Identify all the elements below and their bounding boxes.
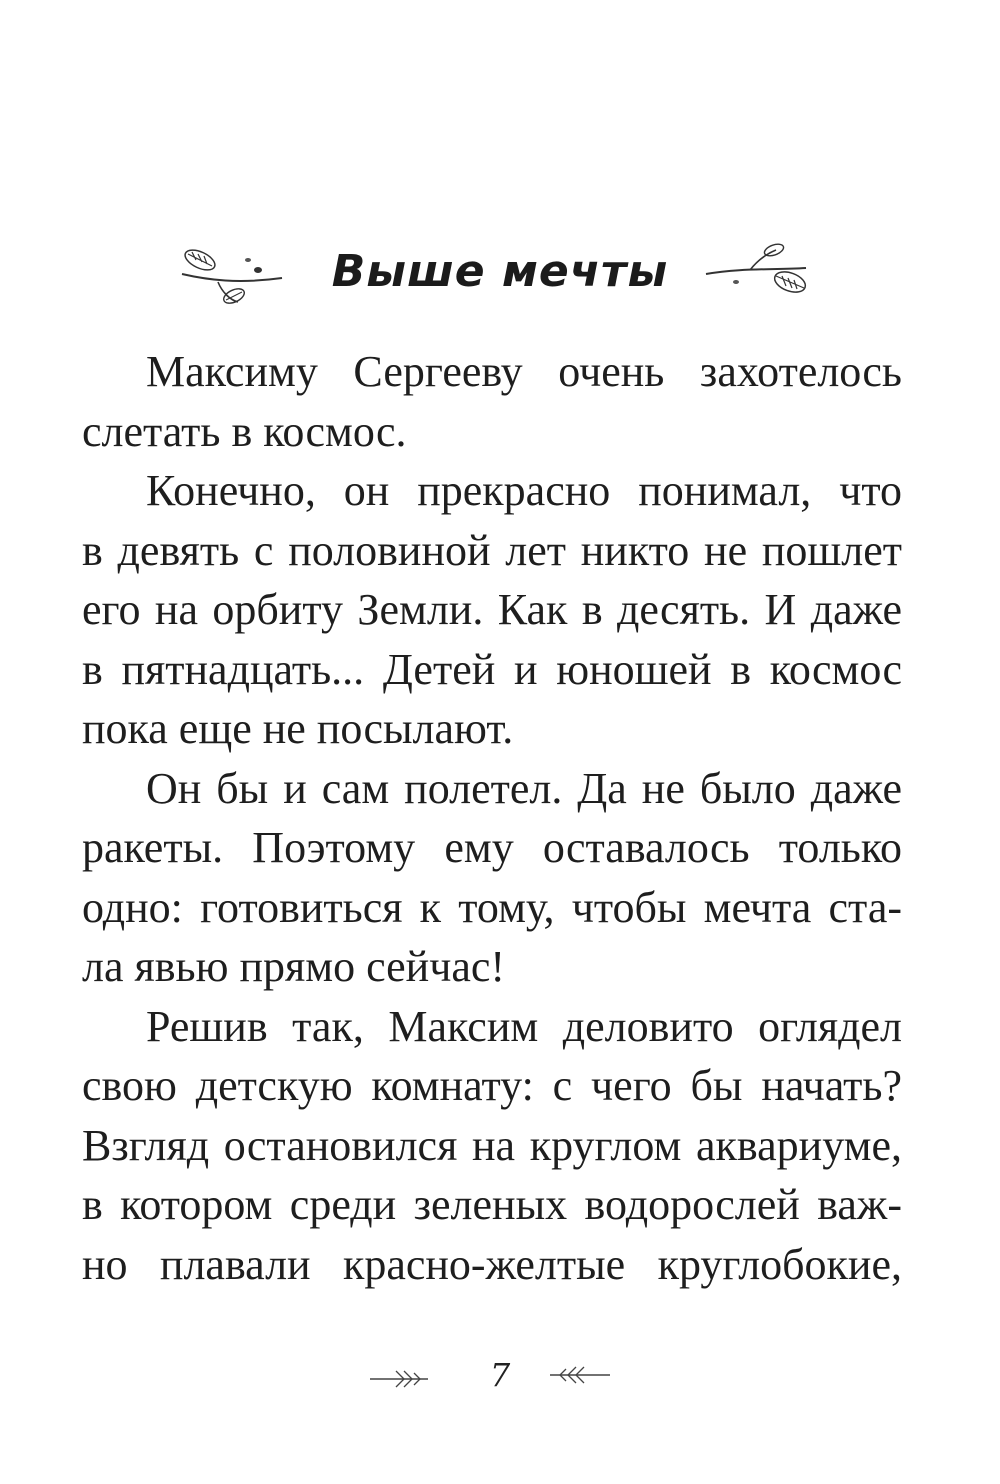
text-line: ла явью прямо сейчас! <box>82 942 506 991</box>
text-line: слетать в космос. <box>82 406 407 456</box>
text-line: пока еще не посылают. <box>82 704 514 753</box>
text-line: в девять с половиной лет никто не пошлет <box>82 525 902 575</box>
text-line: ракеты. Поэтому ему оставалось только <box>82 823 902 872</box>
chapter-heading <box>0 236 1000 316</box>
text-line: Решив так, Максим деловито оглядел <box>146 1001 902 1051</box>
text-line: свою детскую комнату: с чего бы начать? <box>82 1061 902 1110</box>
text-line: в пятнадцать... Детей и юношей в космос <box>82 644 902 694</box>
body-text <box>82 342 902 1294</box>
leaf-sprig-icon <box>700 238 810 304</box>
text-line: его на орбиту Земли. Как в десять. И даже <box>82 585 902 634</box>
text-line: но плавали красно-желтые круглобокие, <box>82 1239 902 1289</box>
small-sprig-icon <box>548 1364 612 1386</box>
text-line: в котором среди зеленых водорослей важ- <box>82 1180 902 1229</box>
chapter-title: Выше мечты <box>331 246 669 297</box>
page-number: 7 <box>489 1356 511 1394</box>
text-line: Максиму Сергееву очень захотелось <box>146 347 902 396</box>
text-line: Взгляд остановился на круглом аквариуме, <box>82 1120 902 1170</box>
page-footer <box>0 1354 1000 1404</box>
text-line: Конечно, он прекрасно понимал, что <box>146 466 902 515</box>
text-line: Он бы и сам полетел. Да не было даже <box>146 763 902 813</box>
text-line: одно: готовиться к тому, чтобы мечта ста- <box>82 882 902 932</box>
